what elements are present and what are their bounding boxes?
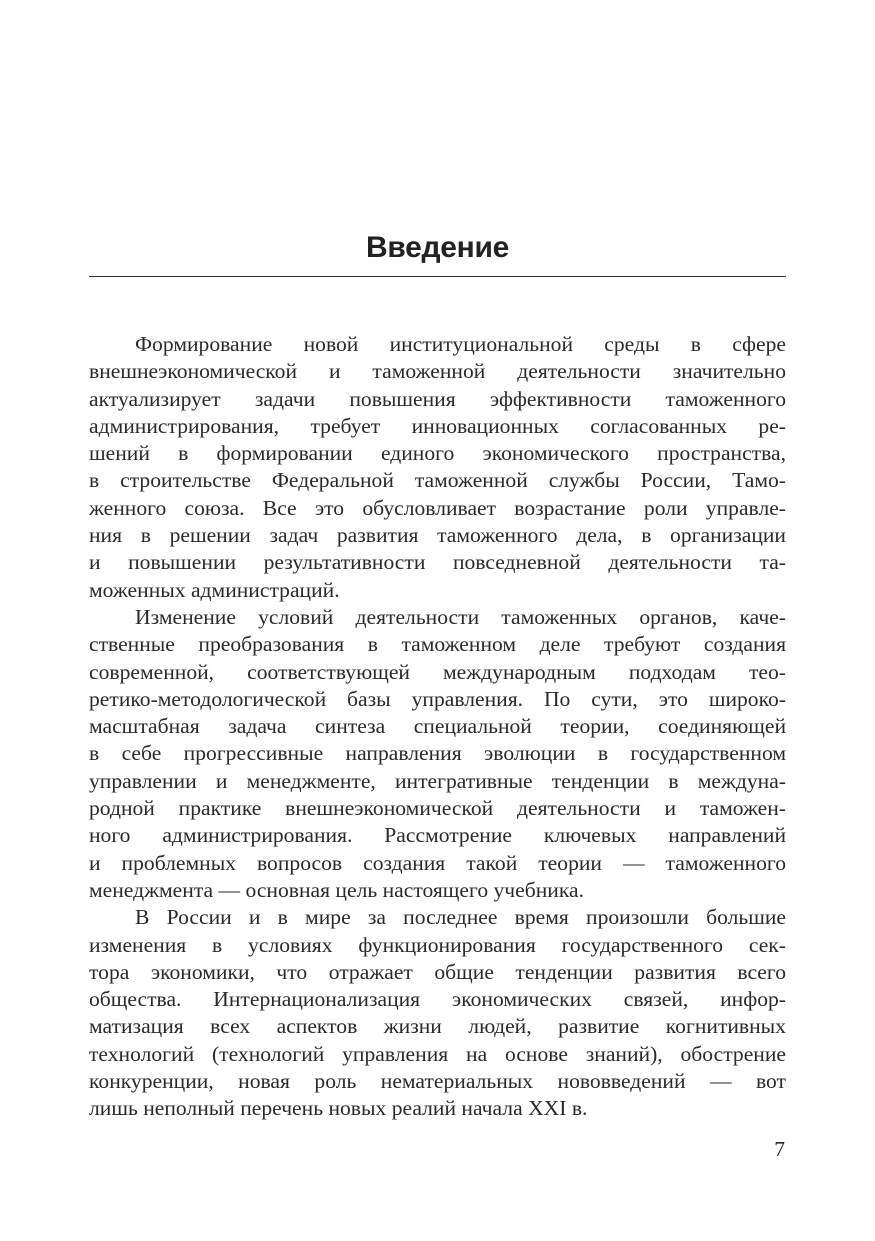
text-line: ственные преобразования в таможенном деле требуют создания bbox=[89, 632, 786, 657]
text-line: управлении и менеджменте, интегративные тенденции в междуна- bbox=[89, 768, 786, 793]
page-number: 7 bbox=[774, 1137, 785, 1161]
text-line: и проблемных вопросов создания такой теории — таможенного bbox=[89, 850, 786, 875]
text-line: тора экономики, что отражает общие тенденции развития всего bbox=[89, 959, 786, 984]
text-line: родной практике внешнеэкономической деятельности и таможен- bbox=[89, 796, 786, 821]
text-line: менеджмента — основная цель настоящего учебника. bbox=[89, 877, 585, 902]
text-line: технологий (технологий управления на основе знаний), обострение bbox=[89, 1041, 786, 1066]
chapter-title: Введение bbox=[366, 231, 509, 264]
text-line: актуализирует задачи повышения эффективности таможенного bbox=[89, 386, 786, 411]
text-line: изменения в условиях функционирования государственного сек- bbox=[89, 932, 786, 957]
body-text bbox=[89, 331, 786, 1123]
text-line: шений в формировании единого экономического пространства, bbox=[89, 441, 786, 466]
text-line: моженных администраций. bbox=[89, 577, 340, 602]
paragraph-2 bbox=[89, 604, 786, 904]
text-line: внешнеэкономической и таможенной деятельности значительно bbox=[89, 359, 786, 384]
text-line: масштабная задача синтеза специальной теории, соединяющей bbox=[89, 714, 786, 739]
text-line: современной, соответствующей международным подходам тео- bbox=[89, 659, 786, 684]
text-line: в строительстве Федеральной таможенной службы России, Тамо- bbox=[89, 468, 786, 493]
text-line: матизация всех аспектов жизни людей, развитие когнитивных bbox=[89, 1014, 786, 1039]
text-line: общества. Интернационализация экономических связей, инфор- bbox=[89, 987, 786, 1012]
text-line: В России и в мире за последнее время произошли большие bbox=[135, 905, 786, 930]
text-line: ретико-методологической базы управления. По сути, это широко- bbox=[89, 686, 786, 711]
paragraph-3 bbox=[89, 904, 786, 1122]
text-line: и повышении результативности повседневной деятельности та- bbox=[89, 550, 786, 575]
text-line: лишь неполный перечень новых реалий начала XXI в. bbox=[89, 1096, 588, 1121]
title-underline-divider bbox=[89, 276, 786, 277]
text-line: Формирование новой институциональной среды в сфере bbox=[135, 332, 786, 356]
text-line: администрирования, требует инновационных согласованных ре- bbox=[89, 413, 786, 438]
text-line: конкуренции, новая роль нематериальных нововведений — вот bbox=[89, 1069, 786, 1094]
text-line: ного администрирования. Рассмотрение ключевых направлений bbox=[89, 823, 786, 848]
text-line: в себе прогрессивные направления эволюции в государственном bbox=[89, 741, 786, 766]
paragraph-1 bbox=[89, 331, 786, 604]
text-line: ния в решении задач развития таможенного дела, в организации bbox=[89, 523, 786, 548]
text-line: женного союза. Все это обусловливает возрастание роли управле- bbox=[89, 495, 786, 520]
text-line: Изменение условий деятельности таможенных органов, каче- bbox=[135, 604, 786, 629]
